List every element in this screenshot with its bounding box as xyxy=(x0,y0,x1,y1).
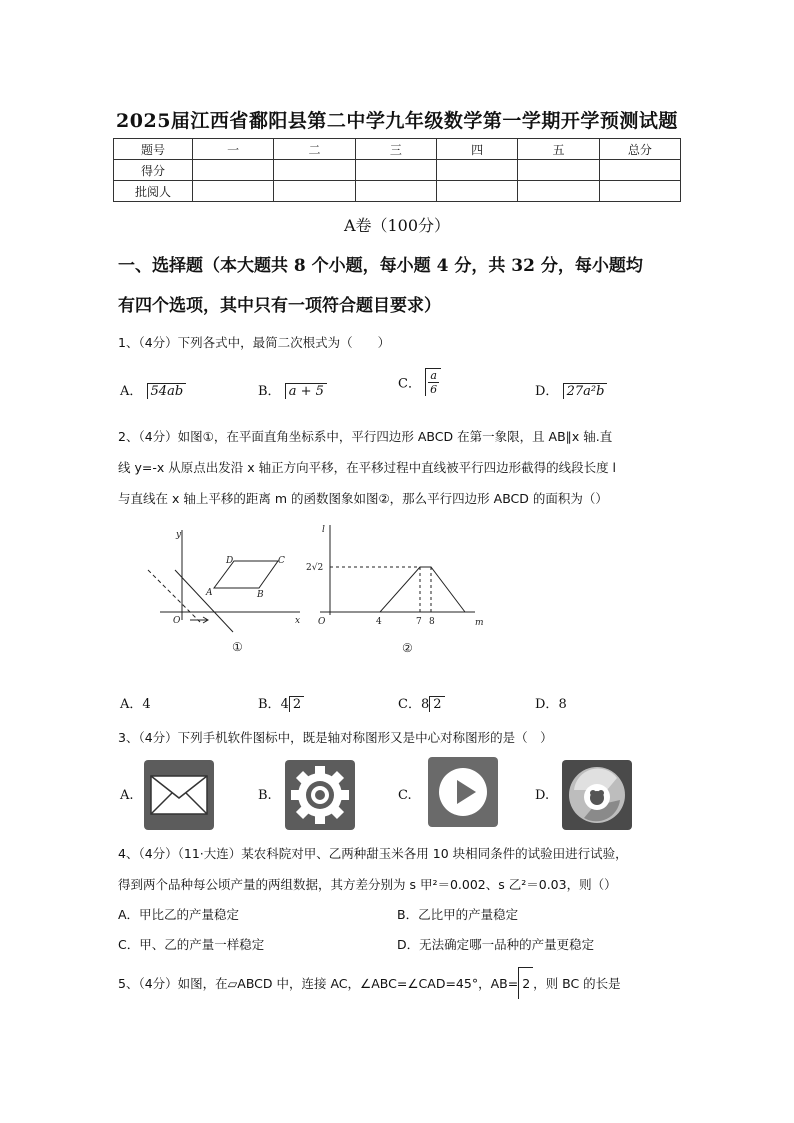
page-title: 2025届江西省鄱阳县第二中学九年级数学第一学期开学预测试题 xyxy=(116,110,678,132)
score-table-cell xyxy=(274,160,355,181)
fig1-parallelogram xyxy=(214,561,278,588)
question-5-stem xyxy=(118,967,688,999)
fig1-origin: O xyxy=(173,616,181,626)
question-2-line1: 2、（4分）如图①，在平面直角坐标系中，平行四边形 ABCD 在第一象限，且 AB∥x 轴.直 xyxy=(118,429,613,444)
q1-option-b-label: B． xyxy=(258,384,281,399)
fig1-caption: ① xyxy=(232,640,243,654)
q2-option-c-label: C． xyxy=(398,697,421,712)
q2-option-c xyxy=(398,693,445,712)
q1-option-c-numerator: a xyxy=(428,369,439,383)
q1-option-d xyxy=(535,380,607,399)
q2-option-a-label: A． xyxy=(120,697,143,712)
score-table-header-cell: 四 xyxy=(436,139,517,160)
score-table-header-cell: 五 xyxy=(518,139,599,160)
q3-option-d-label: D. xyxy=(535,788,550,803)
score-table-cell: 得分 xyxy=(114,160,193,181)
question-4-line1: 4、（4分）（11·大连）某农科院对甲、乙两种甜玉米各用 10 块相同条件的试验田进行试验， xyxy=(118,846,628,861)
q1-option-a xyxy=(120,380,186,399)
envelope-icon xyxy=(144,760,214,830)
fig2-y-mark: 2√2 xyxy=(306,563,324,573)
q2-option-d xyxy=(535,693,567,712)
fig2-tick-8: 8 xyxy=(429,617,435,627)
q1-option-a-label: A． xyxy=(120,384,143,399)
q1-option-b-expr: a + 5 xyxy=(285,383,327,399)
q2-option-a-value: 4 xyxy=(142,697,151,712)
q1-option-c xyxy=(398,368,441,396)
fig2-caption: ② xyxy=(402,641,413,655)
fig1-point-b: B xyxy=(257,590,264,600)
q4-option-c: C．甲、乙的产量一样稳定 xyxy=(118,937,265,952)
q1-option-c-fraction xyxy=(428,369,439,396)
gear-icon xyxy=(285,760,355,830)
q4-option-a: A．甲比乙的产量稳定 xyxy=(118,907,240,922)
q1-option-d-label: D． xyxy=(535,384,559,399)
q3-option-c-label: C. xyxy=(398,788,412,803)
q3-option-a-label: A. xyxy=(120,788,134,803)
q5-stem-post: ，则 BC 的长是 xyxy=(533,976,621,991)
fig1-line-dashed xyxy=(148,570,200,622)
question-3-stem: 3、（4分）下列手机软件图标中，既是轴对称图形又是中心对称图形的是（ ） xyxy=(118,730,553,745)
q1-option-a-expr: 54ab xyxy=(147,383,187,399)
q2-option-c-coef: 8 xyxy=(420,697,430,712)
q2-option-b-coef: 4 xyxy=(280,697,289,712)
question-1-stem: 1、（4分）下列各式中，最简二次根式为（ ） xyxy=(118,335,391,350)
q3-option-b-label: B. xyxy=(258,788,272,803)
play-icon xyxy=(428,757,498,827)
question-2-line2: 线 y=-x 从原点出发沿 x 轴正方向平移，在平移过程中直线被平行四边形截得的线段长度 l xyxy=(118,460,617,475)
question-2-line3: 与直线在 x 轴上平移的距离 m 的函数图象如图②，那么平行四边形 ABCD 的面积为（） xyxy=(118,491,608,506)
question-4-line2: 得到两个品种每公顷产量的两组数据，其方差分别为 s 甲²＝0.002、s 乙²＝0.03，则（） xyxy=(118,877,617,892)
section-a-heading: A卷（100分） xyxy=(343,216,451,235)
score-table-row xyxy=(114,139,681,160)
score-table-header-cell: 总分 xyxy=(599,139,680,160)
score-table-cell xyxy=(193,181,274,202)
q1-option-d-expr: 27a²b xyxy=(563,383,608,399)
score-table-header-cell: 一 xyxy=(193,139,274,160)
fig2-graph xyxy=(330,567,465,612)
score-table-cell xyxy=(355,181,436,202)
score-table-header-cell: 二 xyxy=(274,139,355,160)
score-table-cell xyxy=(436,160,517,181)
score-table-cell xyxy=(193,160,274,181)
q2-option-a xyxy=(120,693,151,712)
score-table-cell: 批阅人 xyxy=(114,181,193,202)
q2-option-b xyxy=(258,693,304,712)
score-table-cell xyxy=(599,181,680,202)
fig2-tick-4: 4 xyxy=(376,617,382,627)
fig2-x-label: m xyxy=(475,618,484,628)
score-table-cell xyxy=(518,160,599,181)
q2-option-d-label: D． xyxy=(535,697,559,712)
q1-option-b xyxy=(258,380,327,399)
q5-rad: 2 xyxy=(518,967,533,999)
circle-logo-icon xyxy=(562,760,632,830)
score-table-cell xyxy=(599,160,680,181)
q1-option-c-label: C． xyxy=(398,376,421,392)
score-table xyxy=(113,138,681,202)
score-table-cell xyxy=(355,160,436,181)
score-table-row xyxy=(114,181,681,202)
q4-option-d: D．无法确定哪一品种的产量更稳定 xyxy=(397,937,595,952)
fig1-point-a: A xyxy=(206,588,213,598)
score-table-header-cell: 三 xyxy=(355,139,436,160)
q2-option-b-rad: 2 xyxy=(289,696,304,712)
fig2-tick-7: 7 xyxy=(416,617,422,627)
q4-option-b: B．乙比甲的产量稳定 xyxy=(397,907,519,922)
q2-option-b-label: B． xyxy=(258,697,281,712)
q2-figure-2 xyxy=(300,520,490,660)
score-table-cell xyxy=(518,181,599,202)
fig1-y-label: y xyxy=(176,530,182,540)
score-table-header-cell: 题号 xyxy=(114,139,193,160)
fig2-origin: O xyxy=(318,617,326,627)
score-table-cell xyxy=(274,181,355,202)
section-1-heading-line1: 一、选择题（本大题共 8 个小题，每小题 4 分，共 32 分，每小题均 xyxy=(118,256,643,276)
q2-option-c-rad: 2 xyxy=(429,696,444,712)
fig1-point-c: C xyxy=(278,556,285,566)
q1-option-c-denominator: 6 xyxy=(430,383,438,396)
fig1-point-d: D xyxy=(226,556,234,566)
fig1-x-label: x xyxy=(295,616,301,626)
score-table-row xyxy=(114,160,681,181)
section-1-heading-line2: 有四个选项，其中只有一项符合题目要求） xyxy=(118,296,441,316)
q2-figure-1 xyxy=(140,525,310,660)
q5-stem-pre: 5、（4分）如图，在▱ABCD 中，连接 AC，∠ABC=∠CAD=45°，AB= xyxy=(118,976,519,991)
score-table-cell xyxy=(436,181,517,202)
fig2-y-label: l xyxy=(322,525,325,535)
q2-option-d-value: 8 xyxy=(558,697,567,712)
